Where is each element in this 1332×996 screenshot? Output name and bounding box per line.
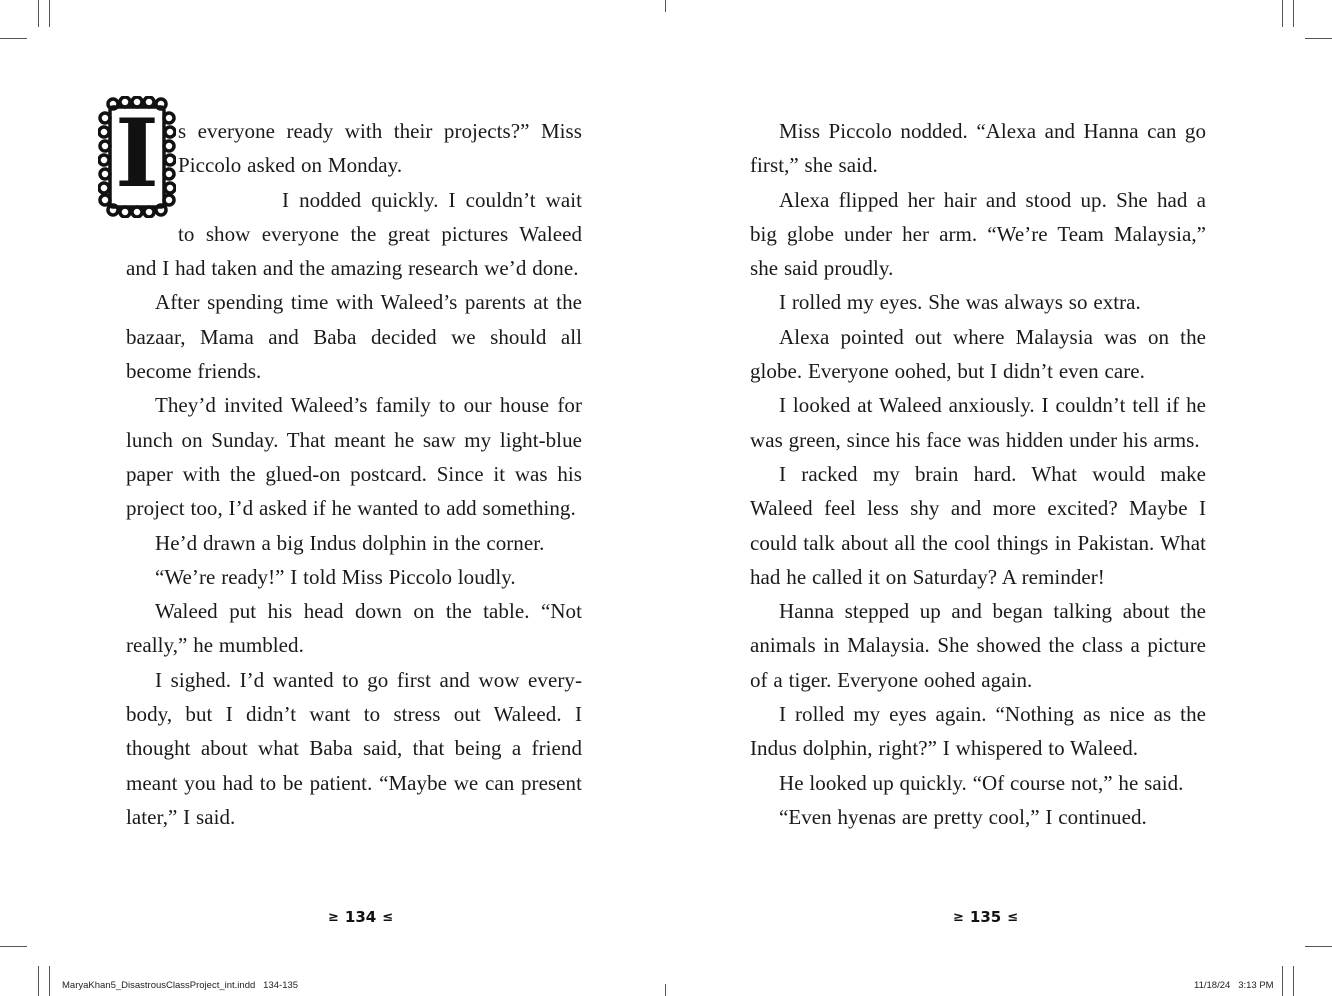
paragraph: They’d invited Waleed’s family to our house for lunch on Sunday. That meant he saw my light-blue paper with the glued-on postcard. Since it was his project too, I’d asked if he wanted to add something. (126, 393, 582, 521)
paragraph: I looked at Waleed anxiously. I couldn’t tell if he was green, since his face was hidden under his arms. (750, 393, 1206, 452)
ornament-right-icon: ≤ (382, 909, 394, 925)
page-number-right (953, 908, 1018, 926)
crop-mark (38, 0, 39, 27)
crop-mark (1282, 966, 1283, 996)
crop-mark (1293, 0, 1294, 27)
crop-mark (665, 984, 666, 996)
paragraph: “Even hyenas are pretty cool,” I continued. (779, 804, 1147, 829)
slug-timestamp: 11/18/24 3:13 PM (1194, 980, 1274, 991)
ornament-left-icon: ≥ (953, 909, 964, 925)
paragraph: I rolled my eyes again. “Nothing as nice as the Indus dolphin, right?” I whispered to Waleed. (750, 702, 1206, 761)
paragraph: “We’re ready!” I told Miss Piccolo loudly. (155, 564, 516, 589)
right-page (750, 114, 1206, 834)
page-number-left (328, 908, 393, 926)
crop-mark (38, 966, 39, 996)
crop-mark (1305, 38, 1332, 39)
paragraph: He’d drawn a big Indus dolphin in the corner. (155, 530, 545, 555)
page-number: 134 (344, 908, 377, 926)
paragraph: Alexa pointed out where Malaysia was on the globe. Everyone oohed, but I didn’t even care. (750, 324, 1206, 384)
paragraph: Alexa flipped her hair and stood up. She had a big globe under her arm. “We’re Team Malaysia,” she said proudly. (750, 187, 1206, 281)
drop-cap (98, 96, 176, 218)
paragraph: After spending time with Waleed’s parents at the bazaar, Mama and Baba decided we should all become friends. (126, 290, 582, 384)
paragraph: I rolled my eyes. She was always so extra. (779, 290, 1141, 315)
crop-mark (49, 966, 50, 996)
ornament-left-icon: ≥ (328, 909, 339, 925)
left-page (115, 99, 582, 834)
ornament-right-icon: ≤ (1007, 909, 1019, 925)
paragraph: s everyone ready with their projects?” Miss Piccolo asked on Monday. (178, 119, 582, 178)
crop-mark (1293, 966, 1294, 996)
crop-mark (0, 946, 27, 947)
crop-mark (1282, 0, 1283, 27)
paragraph: Miss Piccolo nodded. “Alexa and Hanna can go first,” she said. (750, 119, 1206, 178)
paragraph: Hanna stepped up and began talking about the animals in Malaysia. She showed the class a picture of a tiger. Everyone oohed again. (750, 599, 1206, 692)
paragraph: I racked my brain hard. What would make Waleed feel less shy and more excited? Maybe I could talk about all the cool things in Pakistan. What had he called it on Saturday? A reminder! (750, 461, 1206, 589)
page-number: 135 (969, 908, 1002, 926)
paragraph: He looked up quickly. “Of course not,” he said. (779, 770, 1184, 795)
crop-mark (0, 38, 27, 39)
paragraph: I sighed. I’d wanted to go first and wow every-body, but I didn’t want to stress out Waleed. I thought about what Baba said, that being a friend meant you had to be patient. “Maybe we can present later,” I said. (126, 667, 582, 829)
paragraph: I nodded quickly. I couldn’t wait to show everyone the great pictures Waleed and I had taken and the amazing research we’d done. (126, 187, 582, 281)
paragraph: Waleed put his head down on the table. “Not really,” he mumbled. (126, 599, 582, 658)
crop-mark (665, 0, 666, 12)
slug-file-info: MaryaKhan5_DisastrousClassProject_int.indd 134-135 (62, 980, 299, 991)
crop-mark (49, 0, 50, 27)
drop-cap-letter: I (115, 99, 159, 209)
crop-mark (1305, 946, 1332, 947)
